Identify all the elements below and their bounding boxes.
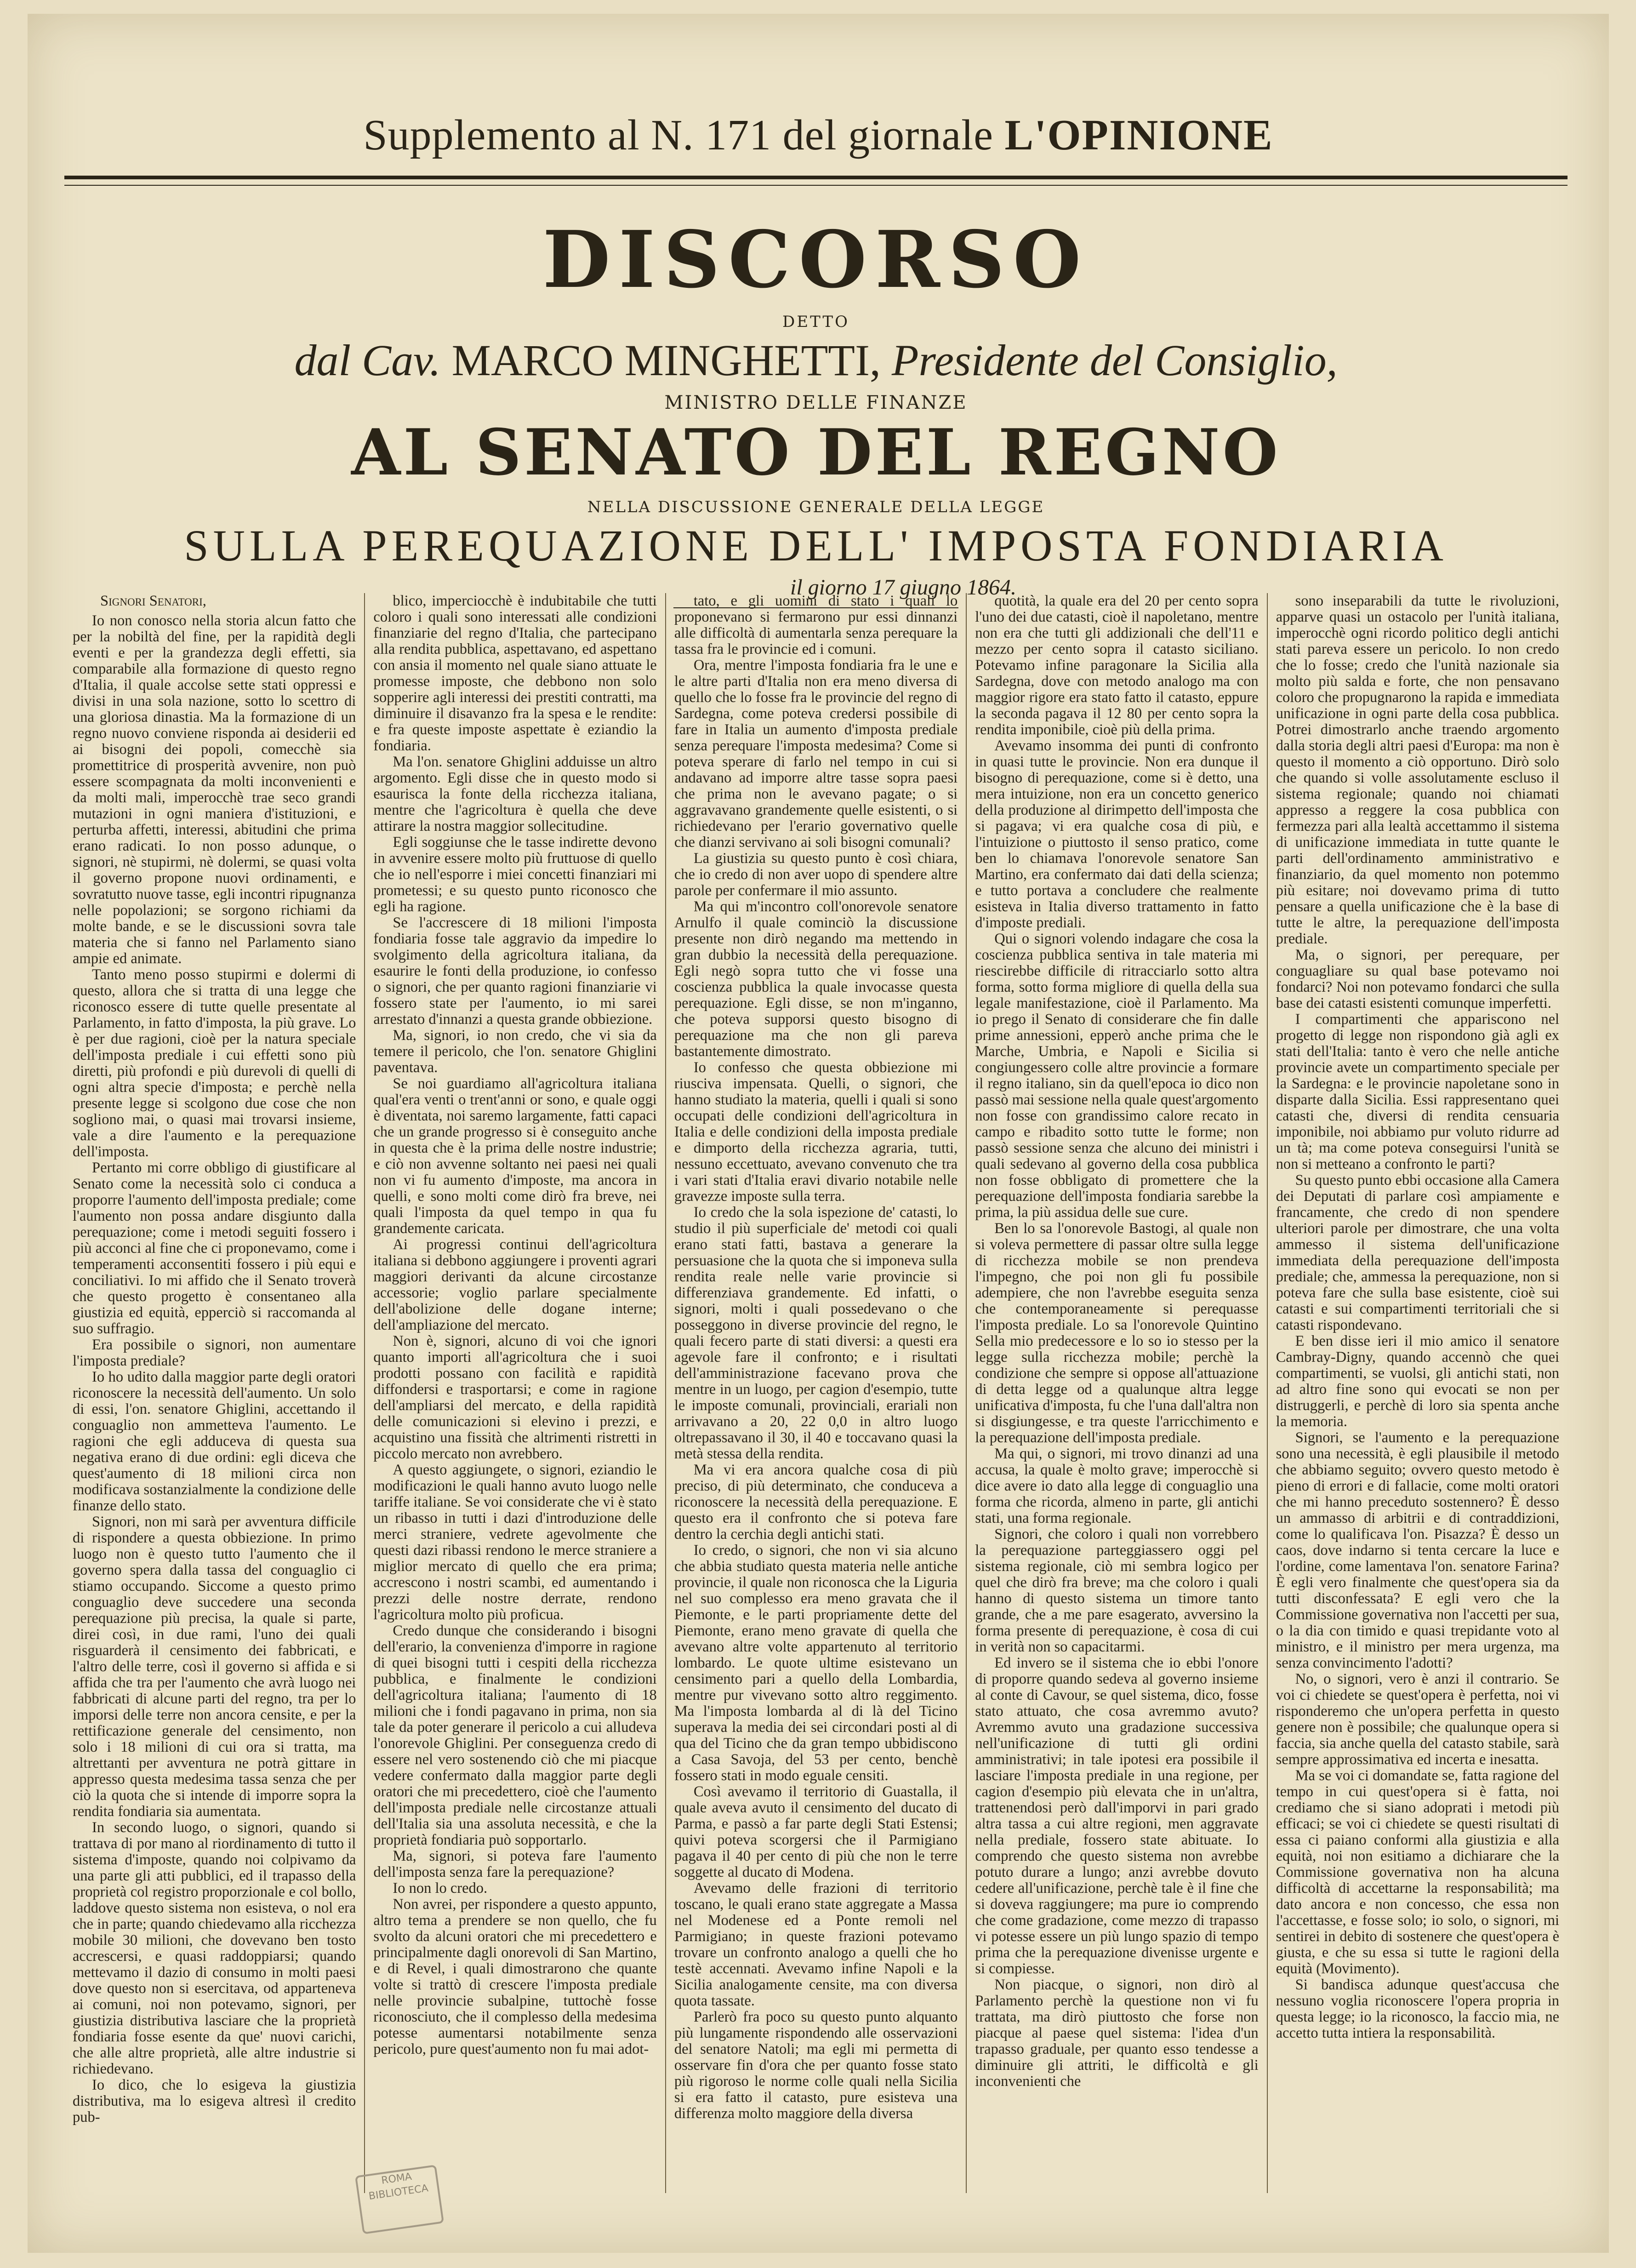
- paragraph: Così avevamo il territorio di Guastalla, il quale aveva avuto il censimento del ducato di Parma, e passò a far parte degli Stati Estensi; quivi poteva scorgersi che il Parmigiano pagava il 40 per cento di più che non le terre soggette al ducato di Modena.: [674, 1783, 958, 1880]
- paragraph: Tanto meno posso stupirmi e dolermi di questo, allora che si tratta di una legge che riconosco essere di tutte quelle presentate al Parlamento, in fatto d'imposta, la più grave. Lo è per due ragioni, cioè per la natura speciale dell'imposta prediale i cui effetti sono più diretti, più profondi e più durevoli di quelli di ogni altra specie d'imposta; e perchè nella presente legge si scolgono due cose che non sogliono mai, o quasi mai trovarsi insieme, vale a dire l'aumento e la perequazione dell'imposta.: [73, 966, 356, 1160]
- paragraph: Se noi guardiamo all'agricoltura italiana qual'era venti o trent'anni or sono, e quale oggi è diventata, noi saremo largamente, fatti capaci che un grande progresso si è conseguito anche in questa che è la prima delle nostre industrie; e ciò non avvenne soltanto nei paesi nei quali non vi fu aumento d'imposte, ma ancora in quelli, e sono molti come dirò fra breve, nei quali l'imposta da quel tempo in qua fu grandemente caricata.: [373, 1075, 657, 1237]
- paragraph: quotità, la quale era del 20 per cento sopra l'uno dei due catasti, cioè il napoletano, mentre non era che tutti gli addizionali che dell'11 e mezzo per cento sopra il catasto siciliano. Potevamo infine paragonare la Sicilia alla Sardegna, dove con metodo analogo ma con maggior rigore era stato fatto il catasto, eppure la seconda pagava il 12 80 per cento sopra la rendita imponibile, cioè più della prima.: [975, 593, 1259, 738]
- paragraph: Non piacque, o signori, non dirò al Parlamento perchè la questione non vi fu trattata, ma dirò piuttosto che forse non piacque al paese quel sistema: l'idea d'un trapasso graduale, per quanto esso tendesse a diminuire gli attriti, le difficoltà e gli inconvenienti che: [975, 1977, 1259, 2090]
- paragraph: Io ho udito dalla maggior parte degli oratori riconoscere la necessità dell'aumento. Un solo di essi, l'on. senatore Ghiglini, accettando il conguaglio non ammetteva l'aumento. Le ragioni che egli adduceva di questa sua negativa erano di due ordini: egli diceva che quest'aumento di 18 milioni circa non modificava sostanzialmente la condizione delle finanze dello stato.: [73, 1369, 356, 1514]
- paragraph: Ma, signori, io non credo, che vi sia da temere il pericolo, che l'on. senatore Ghiglini paventava.: [373, 1027, 657, 1076]
- newspaper-name: L'OPINIONE: [1004, 111, 1273, 159]
- speech-ministry: MINISTRO DELLE FINANZE: [664, 392, 968, 413]
- paragraph: Io dico, che lo esigeva la giustizia distributiva, ma lo esigeva altresì il credito pub-: [73, 2077, 356, 2125]
- author-name: MARCO MINGHETTI,: [451, 336, 881, 385]
- paragraph: Io non conosco nella storia alcun fatto che per la nobiltà del fine, per la rapidità degli eventi e per la grandezza degli effetti, sia comparabile alla formazione di questo regno d'Italia, il quale accolse sette stati oppressi e divisi in una sola nazione, sotto lo scettro di una gloriosa dinastia. Ma la formazione di un regno nuovo conviene risponda ai desiderii ed ai bisogni dei popoli, comecchè sia promettitrice di prosperità avvenire, non può essere scompagnata da molti inconvenienti e da molti mali, imperocchè trae seco grandi mutazioni in ogni maniera d'istituzioni, e perturba affetti, interessi, abitudini che prima erano radicati. Io non posso adunque, o signori, nè stupirmi, nè dolermi, se quasi volta il governo propone nuovi ordinamenti, e sovratutto nuove tasse, egli incontri ripugnanza nelle popolazioni; se sorgono richiami da molte bande, e se le discussioni sovra tale materia che si fanno nel Parlamento siano ampie ed animate.: [73, 612, 356, 967]
- paragraph: Ma qui, o signori, mi trovo dinanzi ad una accusa, la quale è molto grave; imperocchè si dice avere io dato alla legge di conguaglio una forma che ricorda, almeno in parte, gli antichi stati, una forma regionale.: [975, 1445, 1259, 1526]
- supplement-prefix: Supplemento al N. 171 del giornale: [363, 111, 993, 159]
- text-column-4: [966, 593, 1266, 2193]
- paragraph: E ben disse ieri il mio amico il senatore Cambray-Digny, quando accennò che quei compartimenti, se vuolsi, gli antichi stati, non ad altro fine sono qui evocati se non per distruggerli, e perchè di loro sia spenta anche la memoria.: [1276, 1333, 1560, 1430]
- paragraph: Ben lo sa l'onorevole Bastogi, al quale non si voleva permettere di passar oltre sulla legge di ricchezza mobile se non prendeva l'impegno, che poi non gli fu possibile adempiere, che non l'avrebbe eseguita senza che contemporaneamente si perequasse l'imposta prediale. Lo sa l'onorevole Quintino Sella mio predecessore e lo so io stesso per la legge sulla ricchezza mobile; perchè la condizione che sempre si oppose all'attuazione di detta legge od a qualunque altra legge unificativa d'imposta, fu che l'una dall'altra non si disgiungesse, e tra queste l'arricchimento e la perequazione dell'imposta prediale.: [975, 1220, 1259, 1446]
- text-column-5: [1267, 593, 1568, 2193]
- paragraph: Parlerò fra poco su questo punto alquanto più lungamente rispondendo alle osservazioni del senatore Natoli; ma egli mi permetta di osservare fin d'ora che per quanto fosse stato più rigoroso le norme colle quali nella Sicilia si era fatto il catasto, pure esisteva una differenza molto maggiore della diversa: [674, 2009, 958, 2122]
- text-column-1: [64, 593, 364, 2193]
- paragraph: tato, e gli uomini di stato i quali lo proponevano si fermarono pur essi dinnanzi alle difficoltà di aumentarla senza perequare la tassa fra le provincie ed i comuni.: [674, 593, 958, 657]
- speech-date: il giorno 17 giugno 1864.: [790, 575, 1017, 600]
- paragraph: Qui o signori volendo indagare che cosa la coscienza pubblica sentiva in tale materia mi riescirebbe difficile di ritracciarlo sotto altra forma, sotto forma migliore di quella della sua legale manifestazione, cioè il Parlamento. Ma io prego il Senato di considerare che fin dalle prime annessioni, epperò anche prima che le Marche, Umbria, e Napoli e Sicilia si congiungessero colle altre provincie a formare il regno italiano, sin da quell'epoca io dico non passò mai sessione nella quale quest'argomento non fosse con grandissimo calore recato in campo e ribadito sotto tutte le forme; non passò sessione senza che alcuno dei ministri i quali sedevano al governo della cosa pubblica non fosse obbligato di promettere che la perequazione dell'imposta fondiaria sarebbe la prima, la più assidua delle sue cure.: [975, 931, 1259, 1221]
- paragraph: Non è, signori, alcuno di voi che ignori quanto importi all'agricoltura che i suoi prodotti possano con facilità e rapidità diffondersi e trasportarsi; e come in ragione dell'ampliarsi del mercato, e della rapidità delle comunicazioni si elevino i prezzi, e acquistino una fissità che altrimenti ristretti in piccolo mercato non avrebbero.: [373, 1333, 657, 1462]
- paragraph: A questo aggiungete, o signori, eziandio le modificazioni le quali hanno avuto luogo nelle tariffe italiane. Se voi considerate che vi è stato un ribasso in tutti i dazi d'introduzione delle merci straniere, vedrete agevolmente che questi dazi ribassi rendono le merce straniere a miglior mercato di quello che era prima; accrescono i nostri scambi, ed aumentando i prezzi delle nostre derrate, rendono l'agricoltura molto più proficua.: [373, 1462, 657, 1623]
- paragraph: Signori, non mi sarà per avventura difficile di rispondere a questa obbiezione. In primo luogo non è questo tutto l'aumento che il governo spera dalla tassa del conguaglio ci stiamo occupando. Siccome a questo primo conguaglio deve succedere una seconda perequazione più precisa, la quale si parte, direi così, in due rami, l'uno dei quali risguarderà il censimento dei fabbricati, e l'altro delle terre, così il governo si affida e si affida che tra per l'aumento che avrà luogo nei fabbricati di alcune parti del regno, tra per lo imporsi delle terre non ancora censite, e per la rettificazione generale del censimento, non solo i 18 milioni di cui ora si tratta, ma altrettanti per avventura ne potrà gittare in appresso questa medesima tassa senza che per ciò la quota che si intende di imporre sopra la rendita fondiaria sia aumentata.: [73, 1514, 356, 1820]
- paragraph: Ma l'on. senatore Ghiglini adduisse un altro argomento. Egli disse che in questo modo si esaurisca la fonte della ricchezza italiana, mentre che l'agricoltura è quella che deve attirare la nostra maggior sollecitudine.: [373, 754, 657, 834]
- paragraph: No, o signori, vero è anzi il contrario. Se voi ci chiedete se quest'opera è perfetta, noi vi risponderemo che un'opera perfetta in questo genere non è possibile; che qualunque opera si faccia, sia anche quella del catasto stabile, sarà sempre approssimativa ed incerta e inesatta.: [1276, 1671, 1560, 1768]
- speech-context: NELLA DISCUSSIONE GENERALE DELLA LEGGE: [587, 498, 1045, 516]
- paragraph: Io confesso che questa obbiezione mi riusciva impensata. Quelli, o signori, che hanno studiato la materia, quelli i quali si sono occupati delle condizioni dell'agricoltura in Italia e delle condizioni della imposta prediale e dimporto della ricchezza agraria, tutti, nessuno eccettuato, avevano convenuto che tra i vari stati d'Italia eravi divario notabile nelle gravezze imposte sulla terra.: [674, 1059, 958, 1205]
- text-columns: [64, 593, 1568, 2193]
- supplement-header: [74, 110, 1563, 160]
- paragraph: Signori, che coloro i quali non vorrebbero la perequazione parteggiassero oggi pel sistema regionale, ciò mi sembra logico per quel che dirò fra breve; ma che coloro i quali hanno di questo sistema un timore tanto grande, che a me pare esagerato, avversino la forma presente di perequazione, è cosa di cui in verità non so capacitarmi.: [975, 1526, 1259, 1655]
- paragraph: Ma vi era ancora qualche cosa di più preciso, di più determinato, che conduceva a riconoscere la necessità della perequazione. E questo era il confronto che si poteva fare dentro la cerchia degli antichi stati.: [674, 1462, 958, 1542]
- paragraph: La giustizia su questo punto è così chiara, che io credo di non aver uopo di spendere altre parole per confermare il mio assunto.: [674, 850, 958, 899]
- paragraph: blico, imperciocchè è indubitabile che tutti coloro i quali sono interessati alle condizioni finanziarie del regno d'Italia, che partecipano alla rendita pubblica, aspettavano, ed aspettano con ansia il momento nel quale siano attuate le promesse imposte, che debbono non solo sopperire agli interessi dei prestiti contratti, ma diminuire il disavanzo fra la spesa e le rendite: e fra queste imposte aspettate è eziandio la fondiaria.: [373, 593, 657, 754]
- paragraph: I compartimenti che appariscono nel progetto di legge non rispondono già agli ex stati dell'Italia: tanto è vero che nelle antiche provincie avete un compartimento speciale per la Sardegna: e le provincie napoletane sono in disparte dalla Sicilia. Essi rappresentano quei catasti che, diversi di rendita censuaria imponibile, noi abbiamo pur voluto ridurre ad un tà; ma come poteva conseguirsi l'unità se non si metteano a confronto le parti?: [1276, 1011, 1560, 1172]
- paragraph: Ai progressi continui dell'agricoltura italiana si debbono aggiungere i proventi agrari maggiori derivanti da alcune circostanze accessorie; voglio parlare specialmente dell'abolizione delle dogane interne; dell'ampliazione del mercato.: [373, 1236, 657, 1333]
- paragraph: Ma qui m'incontro coll'onorevole senatore Arnulfo il quale cominciò la discussione presente non dirò negando ma mettendo in gran dubbio la necessità della perequazione. Egli negò sopra tutto che vi fosse una coscienza pubblica la quale invocasse questa perequazione. Egli disse, se non m'inganno, che poteva supporsi questo bisogno di perequazione ma che non gli pareva bastantemente dimostrato.: [674, 898, 958, 1060]
- text-column-2: [364, 593, 665, 2193]
- paragraph: Credo dunque che considerando i bisogni dell'erario, la convenienza d'imporre in ragione di quei bisogni tutti i cespiti della ricchezza pubblica, e finalmente le condizioni dell'agricoltura italiana; l'aumento di 18 milioni che i fondi pagavano in prima, non sia tale da poter generare il pericolo a cui alludeva l'onorevole Ghiglini. Per conseguenza credo di essere nel vero sostenendo ciò che mi piacque vedere confermato dalla maggior parte degli oratori che mi precedettero, cioè che l'aumento dell'imposta prediale nelle circostanze attuali dell'Italia sia una assoluta necessità, e che la proprietà fondiaria può sopportarlo.: [373, 1622, 657, 1848]
- paragraph: Ma, signori, si poteva fare l'aumento dell'imposta senza fare la perequazione?: [373, 1848, 657, 1880]
- paragraph: Ed invero se il sistema che io ebbi l'onore di proporre quando sedeva al governo insieme al conte di Cavour, se quel sistema, dico, fosse stato attuato, che cosa avremmo avuto? Avremmo avuto una gradazione successiva nell'unificazione di tutti gli ordini amministrativi; in tale ipotesi era possibile il lasciare l'imposta prediale in una regione, per cagion d'esempio più elevata che in un'altra, trattenendosi però dall'imporvi in pari grado altra tassa a cui altre regioni, men aggravate nella prediale, fossero state abituate. Io comprendo che questo sistema non avrebbe potuto durare a lungo; anzi avrebbe dovuto cedere all'unificazione, perchè tale è il fine che si doveva raggiungere; ma pure io comprendo che come gradazione, come mezzo di trapasso vi potesse essere un più lungo spazio di tempo prima che la perequazione divenisse urgente e si compiesse.: [975, 1655, 1259, 1977]
- paragraph: Non avrei, per rispondere a questo appunto, altro tema a prendere se non quello, che fu svolto da alcuni oratori che mi precedettero e principalmente dagli onorevoli di San Martino, e di Revel, i quali dimostrarono che quante volte si trattò di crescere l'imposta prediale nelle provincie subalpine, tuttochè fosse riconosciuto, che il complesso della medesima potesse aumentarsi notabilmente senza pericolo, pure quest'aumento non fu mai adot-: [373, 1896, 657, 2057]
- paragraph: Era possibile o signori, non aumentare l'imposta prediale?: [73, 1337, 356, 1369]
- speech-author: [64, 335, 1568, 386]
- paragraph: sono inseparabili da tutte le rivoluzioni, apparve quasi un ostacolo per l'unità italiana, imperocchè ogni ricordo politico degli antichi stati pareva essere un pericolo. Io non credo che lo fosse; credo che l'unità nazionale sia molto più salda e forte, che non pensavano coloro che propugnarono la rapida e immediata unificazione in ogni parte della cosa pubblica. Potrei dimostrarlo anche traendo argomento dalla storia degli altri paesi d'Europa: ma non è questo il momento a ciò opportuno. Dirò solo che quando si volle assolutamente escluso il sistema regionale; quando noi chiamati appresso a reggere la cosa pubblica con fermezza pari alla lealtà accettammo il sistema di unificazione immediata in tutte quante le parti dell'ordinamento amministrativo e finanziario, da quel momento non potemmo più esitare; noi dovevamo prima di tutto pensare a quella unificazione che è la base di tutte le altre, la perequazione dell'imposta prediale.: [1276, 593, 1560, 947]
- stamp-line-2: BIBLIOTECA: [368, 2182, 429, 2203]
- paragraph: Su questo punto ebbi occasione alla Camera dei Deputati di parlare così ampiamente e francamente, che credo di non spendere ulteriori parole per dimostrare, che una volta ammesso il sistema dell'unificazione immediata della perequazione dell'imposta prediale; che, ammessa la perequazione, non si poteva fare che sulla base esistente, cioè sui catasti e sui compartimenti territoriali che si catasti rispondevano.: [1276, 1172, 1560, 1333]
- paragraph: Avevamo insomma dei punti di confronto in quasi tutte le provincie. Non era dunque il bisogno di perequazione, come si è detto, una mera intuizione, non era un concetto generico della produzione al dirimpetto dell'imposta che si pagava; vi era qualche cosa di più, e l'intuizione o piuttosto il senso pratico, come ben lo chiamava l'onorevole senatore San Martino, era confermato dai dati della scienza; e tutto portava a concludere che realmente esisteva in Italia diverso trattamento in fatto d'imposte prediali.: [975, 737, 1259, 931]
- paragraph: Pertanto mi corre obbligo di giustificare al Senato come la necessità solo ci conduca a proporre l'aumento dell'imposta prediale; come l'aumento non possa andare disgiunto dalla perequazione; come i metodi seguiti fossero i più acconci al fine che ci proponevamo, come i temperamenti acconsentiti fossero i più equi e conciliativi. Io mi affido che il Senato troverà che questo progetto è consentaneo alla giustizia ed equità, epperciò si raccomanda al suo suffragio.: [73, 1160, 356, 1337]
- paragraph: Io credo che la sola ispezione de' catasti, lo studio il più superficiale de' metodi coi quali erano stati fatti, bastava a generare la persuasione che la quota che si imponeva sulla rendita reale nelle varie provincie si differenziava grandemente. Ed infatti, o signori, molti i quali possedevano o che posseggono in diverse provincie del regno, le quali fecero parte di stati diversi: a questi era agevole fare il confronto; e i risultati dell'amministrazione facevano prova che mentre in un luogo, per cagion d'esempio, tutte le imposte comunali, provinciali, erariali non arrivavano a 20, 22 0,0 in altro luogo oltrepassavano il 30, il 40 e toccavano quasi la metà stessa della rendita.: [674, 1204, 958, 1462]
- header-rule-thick: [64, 176, 1568, 179]
- text-column-3: [665, 593, 966, 2193]
- library-stamp: [355, 2165, 444, 2234]
- paragraph: Si bandisca adunque quest'accusa che nessuno voglia riconoscere l'opera propria in questa legge; io la riconosco, la faccio mia, ne accetto tutta intiera la responsabilità.: [1276, 1977, 1560, 2041]
- paragraph: Signori, se l'aumento e la perequazione sono una necessità, è egli plausibile il metodo che abbiamo seguito; ovvero questo metodo è pieno di errori e di fallacie, come molti oratori che mi hanno preceduto sostennero? È desso un ammasso di arbitrii e di contraddizioni, come lo qualificava l'on. Pisazza? È desso un caos, dove indarno si tenta cercare la luce e l'ordine, come lamentava l'on. senatore Farina? È egli vero finalmente che quest'opera sia da tutti disconfessata? E egli vero che la Commissione governativa non l'accetti per sua, o la dia con timido e quasi trepidante voto al ministro, e il ministro per mera urgenza, ma senza convincimento l'adotti?: [1276, 1429, 1560, 1671]
- speech-senate: AL SENATO DEL REGNO: [351, 415, 1281, 490]
- header-rule-thin: [64, 185, 1568, 186]
- paragraph: Ma se voi ci domandate se, fatta ragione del tempo in cui quest'opera si è fatta, noi crediamo che si siano adoprati i metodi più efficaci; se voi ci chiedete se questi risultati di essa ci paiano conformi alla giustizia e alla equità, noi non esitiamo a dichiarare che la Commissione governativa non ha alcuna difficoltà di accettarne la responsabilità; ma dato ancora e non concesso, che essa non l'accettasse, e fosse solo; io solo, o signori, mi sentirei in debito di sostenere che quest'opera è giusta, e che su essa si tutte le ragioni della equità (Movimento).: [1276, 1767, 1560, 1977]
- stamp-line-1: ROMA: [380, 2171, 413, 2187]
- author-role: Presidente del Consiglio,: [891, 336, 1338, 385]
- paragraph: Egli soggiunse che le tasse indirette devono in avvenire essere molto più fruttuose di quello che io nell'esporre i miei concetti finanziari mi prometessi; e su questo punto riconosco che egli ha ragione.: [373, 834, 657, 915]
- paragraph: Signori Senatori,: [100, 593, 206, 609]
- speech-subject: SULLA PEREQUAZIONE DELL' IMPOSTA FONDIARIA: [184, 521, 1448, 570]
- newspaper-sheet: [28, 14, 1609, 2253]
- paragraph: Se l'accrescere di 18 milioni l'imposta fondiaria fosse tale aggravio da impedire lo svolgimento della agricoltura italiana, da esaurire le fonti della produzione, io confesso o signori, che per quanto ragioni finanziarie vi fossero state per l'aumento, io mi sarei arrestato d'innanzi a questa grande obbiezione.: [373, 914, 657, 1028]
- speech-detto: DETTO: [782, 313, 849, 331]
- paragraph: Avevamo delle frazioni di territorio toscano, le quali erano state aggregate a Massa nel Modenese ed a Ponte remoli nel Parmigiano; in queste frazioni potevamo trovare un confronto analogo a quelli che ho testè accennati. Avevamo infine Napoli e la Sicilia analogamente censite, ma con diversa quota tassate.: [674, 1880, 958, 2009]
- author-prefix: dal Cav.: [294, 336, 441, 385]
- speech-title: DISCORSO: [542, 214, 1089, 306]
- paragraph: Ora, mentre l'imposta fondiaria fra le une e le altre parti d'Italia non era meno diversa di quello che lo fosse fra le provincie del regno di Sardegna, come poteva credersi possibile di fare in Italia un aumento d'imposta prediale senza perequare l'imposta medesima? Come si poteva sperare di farlo nel tempo in cui si andavano ad imporre altre tasse sopra paesi che prima non le avevano pagate; o si aggravavano grandemente quelle esistenti, o si richiedevano per l'erario governativo quelle che dianzi servivano ai soli bisogni comunali?: [674, 657, 958, 851]
- paragraph: In secondo luogo, o signori, quando si trattava di por mano al riordinamento di tutto il sistema d'imposte, quando noi colpivamo da una parte gli atti pubblici, ed il trapasso della proprietà col registro proporzionale e col bollo, laddove questo sistema non esisteva, o nol era che in parte; quando chiedevamo alla ricchezza mobile 30 milioni, che dovevano ben tosto accrescersi, e quasi raddoppiarsi; quando mettevamo il dazio di consumo in molti paesi dove questo non si esercitava, od apparteneva ai comuni, noi non potevamo, signori, per giustizia distributiva lasciare che la proprietà fondiaria fosse esente da que' nuovi carichi, che alle altre proprietà, alle altre industrie si richiedevano.: [73, 1819, 356, 2077]
- paragraph: Io credo, o signori, che non vi sia alcuno che abbia studiato questa materia nelle antiche provincie, il quale non riconosca che la Liguria nel suo complesso era meno gravata che il Piemonte, e le parti propriamente dette del Piemonte, erano meno gravate di quella che avevano altre volte appartenuto al territorio lombardo. Le quote ultime esistevano un censimento pari a quello della Lombardia, mentre pur vivevano sotto altro reggimento. Ma l'imposta lombarda al di là del Ticino superava la media dei sei circondari posti al di qua del Ticino che da gran tempo ubbidiscono a Casa Savoja, del 53 per cento, benchè fossero stati in modo eguale censiti.: [674, 1542, 958, 1784]
- speech-heading: [64, 211, 1568, 608]
- paragraph: Ma, o signori, per perequare, per conguagliare su qual base potevamo noi fondarci? Noi non potevamo fondarci che sulla base dei catasti esistenti comunque imperfetti.: [1276, 947, 1560, 1011]
- paragraph: Io non lo credo.: [393, 1880, 488, 1897]
